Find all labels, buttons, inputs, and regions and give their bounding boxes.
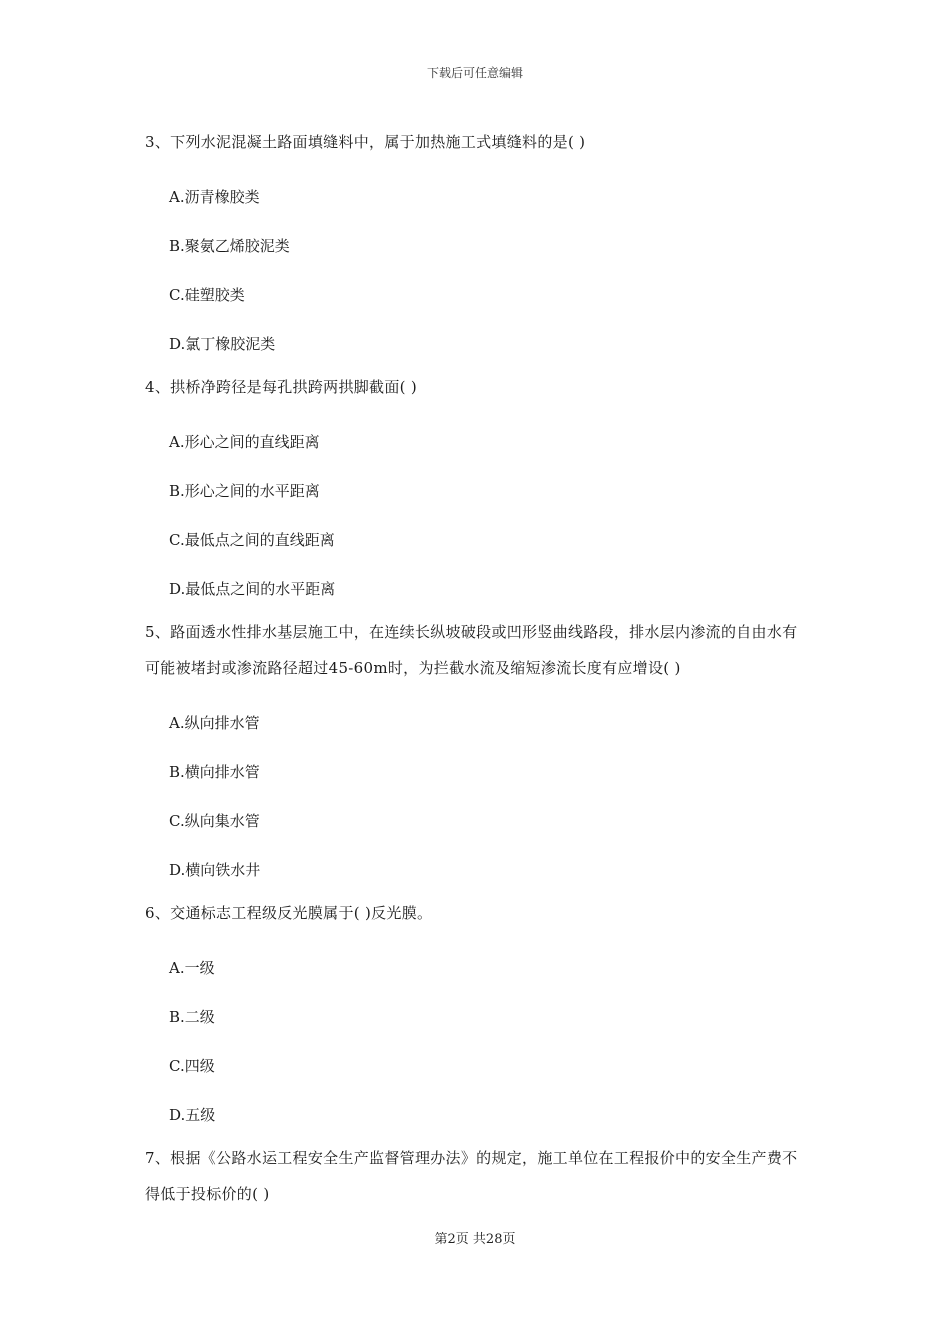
option-6b: B.二级 (169, 1008, 215, 1026)
option-4a: A.形心之间的直线距离 (169, 433, 320, 451)
page-footer: 第2页 共28页 (434, 1232, 516, 1247)
option-4b: B.形心之间的水平距离 (169, 482, 320, 500)
option-3c: C.硅塑胶类 (169, 286, 245, 304)
option-5a: A.纵向排水管 (169, 714, 260, 732)
question-4: 4、拱桥净跨径是每孔拱跨两拱脚截面( ) (145, 378, 418, 396)
option-3a: A.沥青橡胶类 (169, 188, 260, 206)
question-5: 5、路面透水性排水基层施工中，在连续长纵坡破段或凹形竖曲线路段，排水层内渗流的自由水有可能被堵封或渗流路径超过45-60m时，为拦截水流及缩短渗流长度有应增设( ) (145, 623, 798, 677)
question-6: 6、交通标志工程级反光膜属于( )反光膜。 (145, 904, 433, 922)
option-3d: D.氯丁橡胶泥类 (169, 335, 276, 353)
option-3b: B.聚氨乙烯胶泥类 (169, 237, 290, 255)
option-6a: A.一级 (169, 959, 215, 977)
question-3: 3、下列水泥混凝土路面填缝料中，属于加热施工式填缝料的是( ) (145, 133, 586, 151)
option-5d: D.横向铁水井 (169, 861, 261, 879)
question-list (145, 124, 810, 1212)
option-6d: D.五级 (169, 1106, 216, 1124)
option-5c: C.纵向集水管 (169, 812, 260, 830)
option-4d: D.最低点之间的水平距离 (169, 580, 336, 598)
option-5b: B.横向排水管 (169, 763, 260, 781)
question-7: 7、根据《公路水运工程安全生产监督管理办法》的规定，施工单位在工程报价中的安全生产费不得低于投标价的( ) (145, 1149, 798, 1203)
option-4c: C.最低点之间的直线距离 (169, 531, 335, 549)
page-header: 下载后可任意编辑 (426, 66, 523, 80)
option-6c: C.四级 (169, 1057, 215, 1075)
